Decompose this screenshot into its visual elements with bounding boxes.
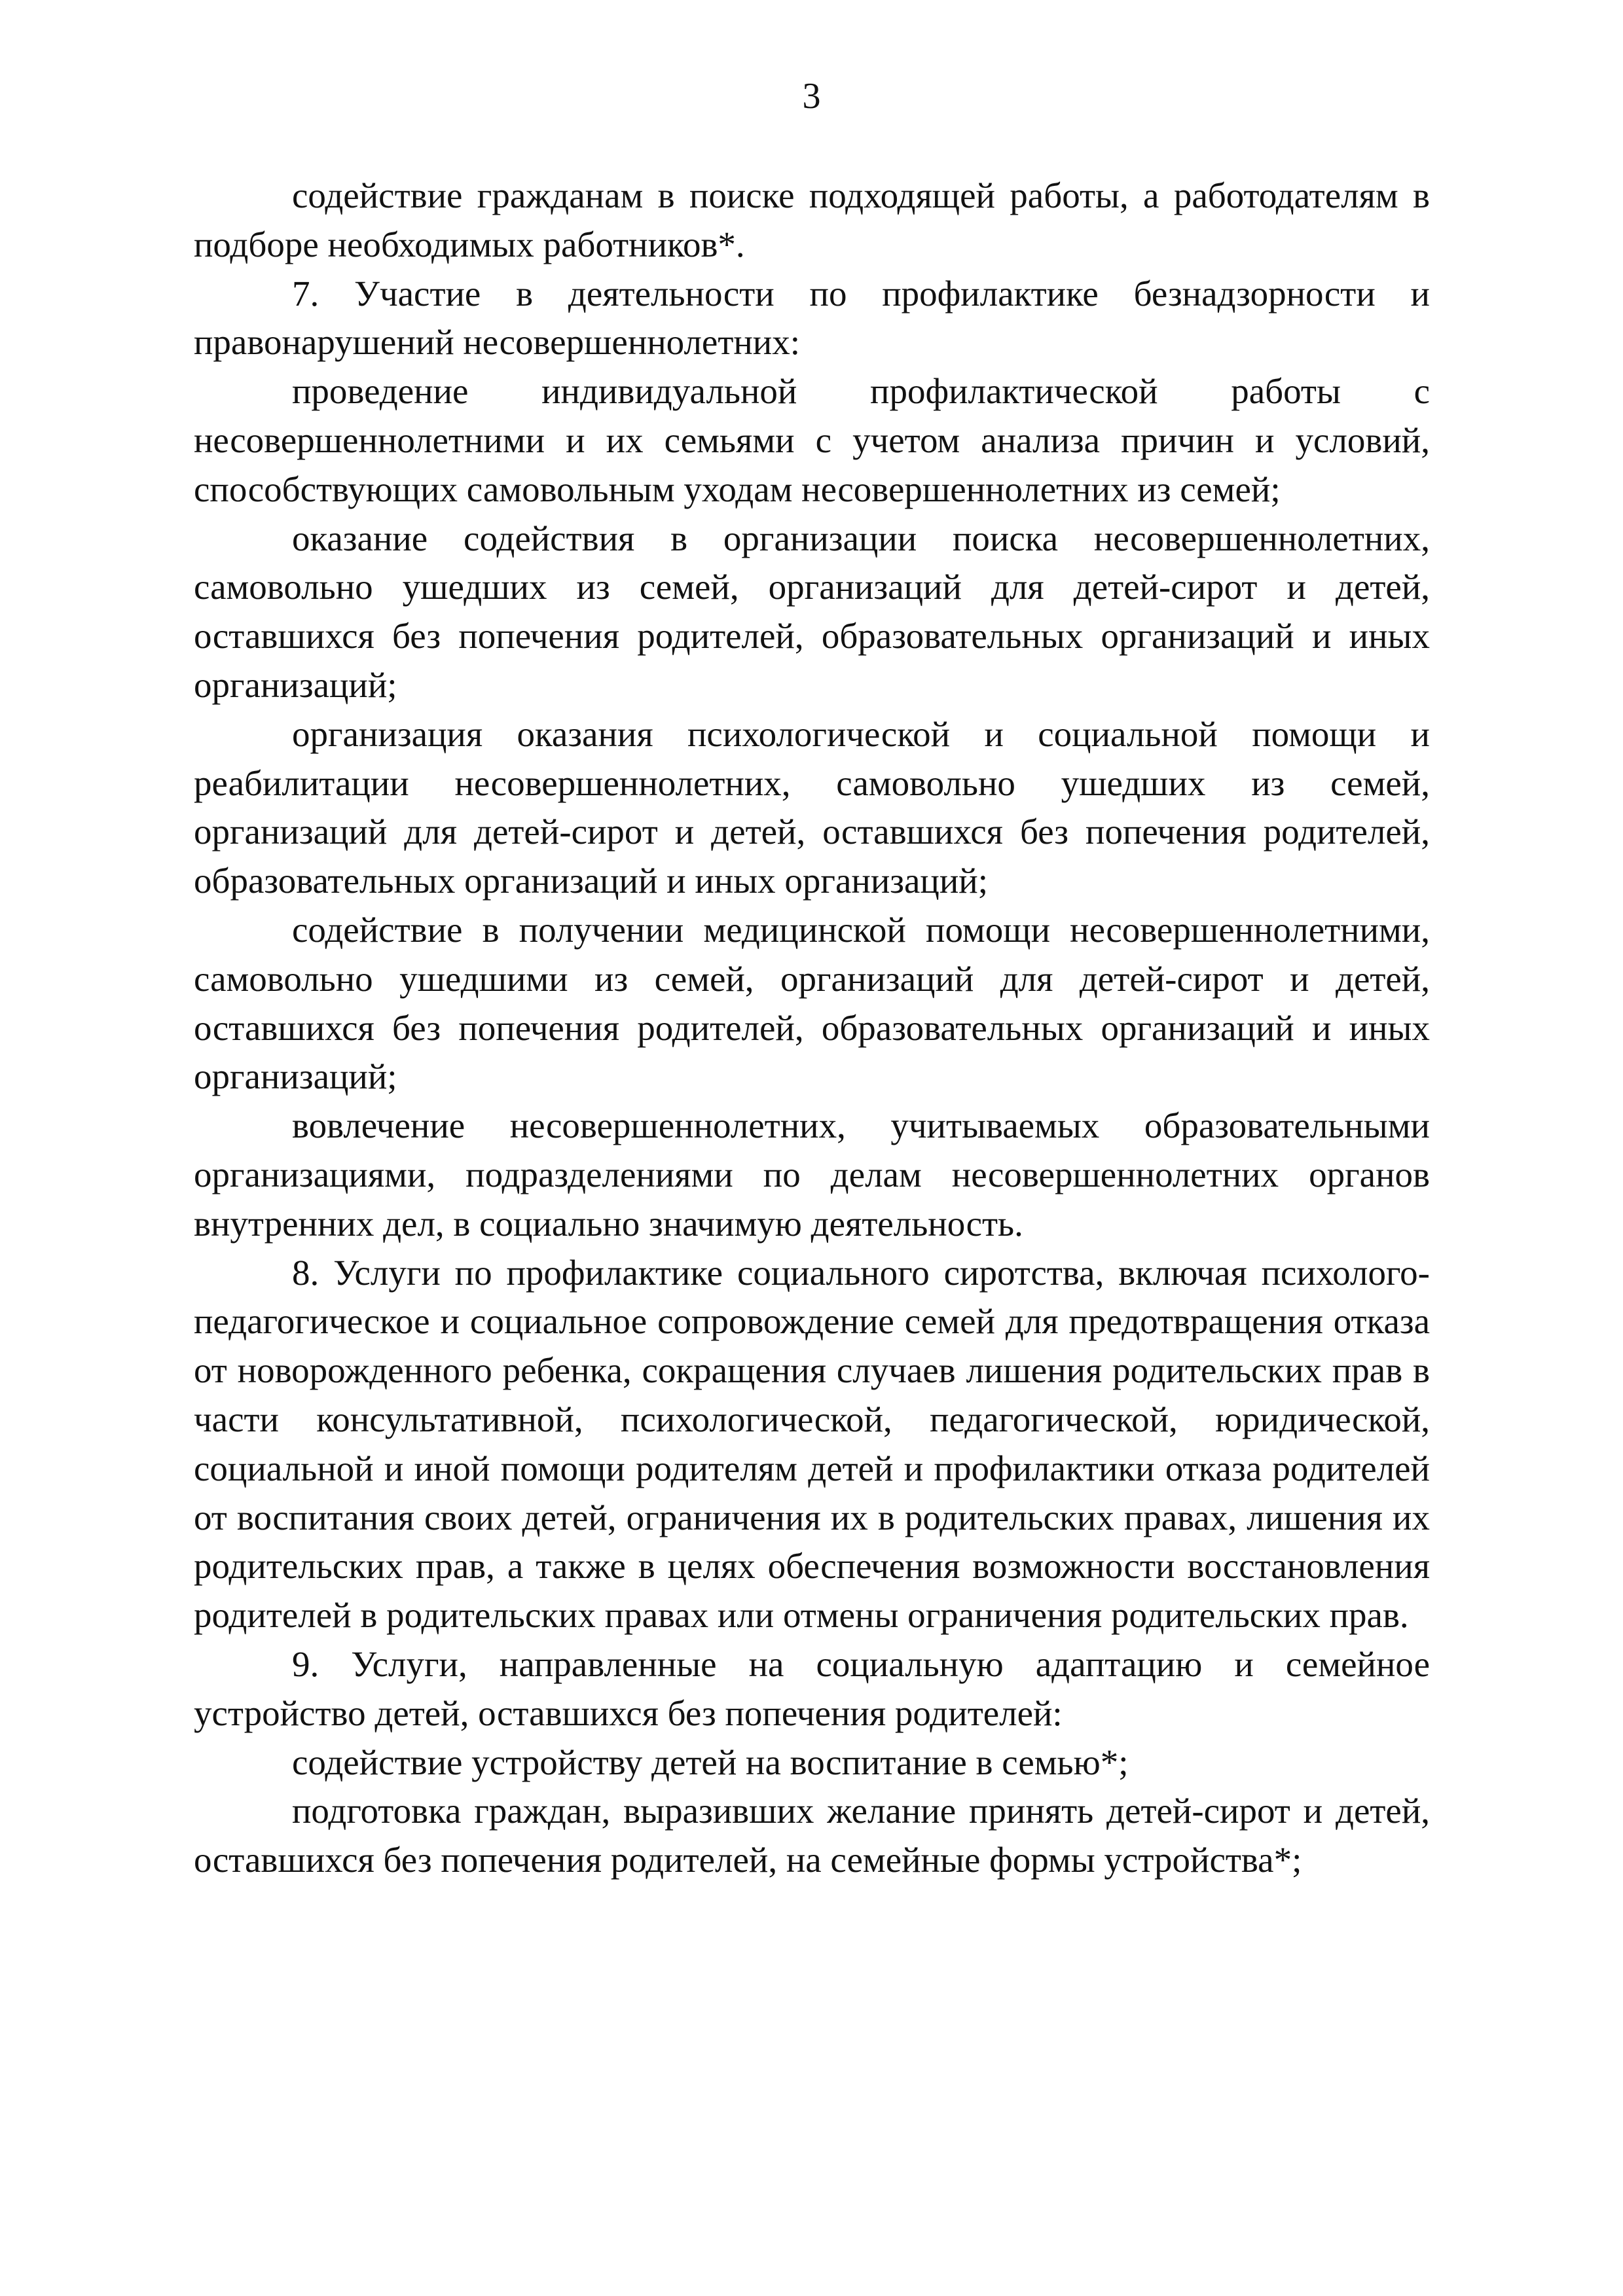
page-number: 3	[802, 76, 821, 117]
document-body	[194, 171, 1430, 1885]
paragraph-job-assistance: содействие гражданам в поиске подходящей работы, а работодателям в подборе необходимых работников*.	[194, 175, 1430, 264]
paragraph-medical-help: содействие в получении медицинской помощи несовершеннолетними, самовольно ушедшими из семей, организаций для детей-сирот и детей, оставшихся без попечения родителей, образовательных организаций и иных организаций;	[194, 909, 1430, 1097]
paragraph-individual-prevention: проведение индивидуальной профилактической работы с несовершеннолетними и их семьями с учетом анализа причин и условий, способствующих самовольным уходам несовершеннолетних из семей;	[194, 371, 1430, 509]
paragraph-family-placement: содействие устройству детей на воспитание в семью*;	[292, 1742, 1129, 1782]
paragraph-item-7-heading: 7. Участие в деятельности по профилактике безнадзорности и правонарушений несовершеннолетних:	[194, 273, 1430, 363]
paragraph-search-assistance: оказание содействия в организации поиска несовершеннолетних, самовольно ушедших из семей, организаций для детей-сирот и детей, оставшихся без попечения родителей, образовательных организаций и иных организаций;	[194, 518, 1430, 705]
paragraph-social-involvement: вовлечение несовершеннолетних, учитываемых образовательными организациями, подразделениями по делам несовершеннолетних органов внутренних дел, в социально значимую деятельность.	[194, 1105, 1430, 1244]
paragraph-item-8: 8. Услуги по профилактике социального сиротства, включая психолого-педагогическое и социальное сопровождение семей для предотвращения отказа от новорожденного ребенка, сокращения случаев лишения родительских прав в части консультативной, психологической, педагогической, юридической, социальной и иной помощи родителям детей и профилактики отказа родителей от воспитания своих детей, ограничения их в родительских правах, лишения их родительских прав, а также в целях обеспечения возможности восстановления родителей в родительских правах или отмены ограничения родительских прав.	[194, 1252, 1430, 1636]
paragraph-psychological-help: организация оказания психологической и социальной помощи и реабилитации несовершеннолетних, самовольно ушедших из семей, организаций для детей-сирот и детей, оставшихся без попечения родителей, образовательных организаций и иных организаций;	[194, 713, 1430, 901]
paragraph-item-9-heading: 9. Услуги, направленные на социальную адаптацию и семейное устройство детей, оставшихся без попечения родителей:	[194, 1643, 1430, 1733]
paragraph-citizen-preparation: подготовка граждан, выразивших желание принять детей-сирот и детей, оставшихся без попечения родителей, на семейные формы устройства*;	[194, 1791, 1430, 1880]
